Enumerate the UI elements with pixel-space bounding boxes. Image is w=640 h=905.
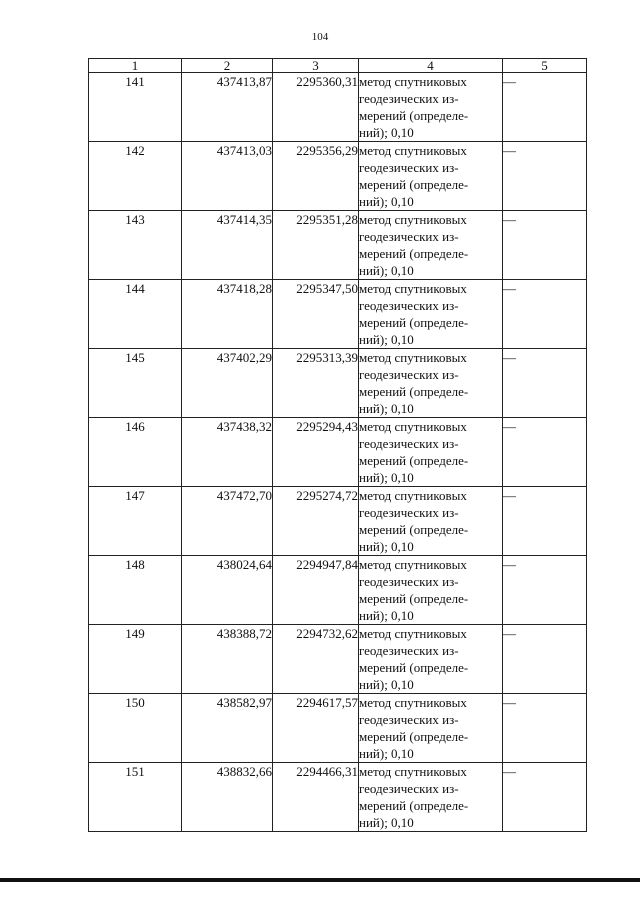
y-coordinate-cell: 2295274,72 — [273, 487, 359, 556]
table-row — [89, 694, 587, 763]
x-coordinate-cell: 437414,35 — [182, 211, 273, 280]
table-row — [89, 487, 587, 556]
table-body — [89, 73, 587, 832]
method-accuracy-cell: метод спутниковых геодезических из- мерений (определе- ний); 0,10 — [359, 280, 503, 349]
x-coordinate-cell: 437413,87 — [182, 73, 273, 142]
note-cell: — — [503, 763, 587, 832]
note-cell: — — [503, 280, 587, 349]
method-accuracy-cell: метод спутниковых геодезических из- мерений (определе- ний); 0,10 — [359, 418, 503, 487]
table-row — [89, 625, 587, 694]
point-number-cell: 151 — [89, 763, 182, 832]
y-coordinate-cell: 2294947,84 — [273, 556, 359, 625]
header-cell-4: 4 — [359, 59, 503, 73]
table-row — [89, 556, 587, 625]
y-coordinate-cell: 2295351,28 — [273, 211, 359, 280]
method-accuracy-cell: метод спутниковых геодезических из- мерений (определе- ний); 0,10 — [359, 487, 503, 556]
header-cell-5: 5 — [503, 59, 587, 73]
x-coordinate-cell: 438024,64 — [182, 556, 273, 625]
x-coordinate-cell: 438832,66 — [182, 763, 273, 832]
method-accuracy-cell: метод спутниковых геодезических из- мерений (определе- ний); 0,10 — [359, 73, 503, 142]
point-number-cell: 148 — [89, 556, 182, 625]
point-number-cell: 145 — [89, 349, 182, 418]
point-number-cell: 141 — [89, 73, 182, 142]
y-coordinate-cell: 2295294,43 — [273, 418, 359, 487]
header-cell-2: 2 — [182, 59, 273, 73]
x-coordinate-cell: 437402,29 — [182, 349, 273, 418]
note-cell: — — [503, 142, 587, 211]
y-coordinate-cell: 2295360,31 — [273, 73, 359, 142]
note-cell: — — [503, 418, 587, 487]
page-number: 104 — [311, 31, 329, 43]
method-accuracy-cell: метод спутниковых геодезических из- мерений (определе- ний); 0,10 — [359, 211, 503, 280]
note-cell: — — [503, 73, 587, 142]
note-cell: — — [503, 556, 587, 625]
x-coordinate-cell: 437438,32 — [182, 418, 273, 487]
note-cell: — — [503, 349, 587, 418]
x-coordinate-cell: 437472,70 — [182, 487, 273, 556]
x-coordinate-cell: 437418,28 — [182, 280, 273, 349]
point-number-cell: 147 — [89, 487, 182, 556]
table-row — [89, 211, 587, 280]
header-cell-3: 3 — [273, 59, 359, 73]
table-row — [89, 142, 587, 211]
table-row — [89, 349, 587, 418]
point-number-cell: 144 — [89, 280, 182, 349]
coordinates-table — [88, 58, 587, 832]
table-row — [89, 73, 587, 142]
header-row — [89, 59, 587, 73]
y-coordinate-cell: 2294466,31 — [273, 763, 359, 832]
y-coordinate-cell: 2295347,50 — [273, 280, 359, 349]
y-coordinate-cell: 2294732,62 — [273, 625, 359, 694]
table-row — [89, 418, 587, 487]
x-coordinate-cell: 438388,72 — [182, 625, 273, 694]
method-accuracy-cell: метод спутниковых геодезических из- мерений (определе- ний); 0,10 — [359, 556, 503, 625]
header-cell-1: 1 — [89, 59, 182, 73]
method-accuracy-cell: метод спутниковых геодезических из- мерений (определе- ний); 0,10 — [359, 763, 503, 832]
method-accuracy-cell: метод спутниковых геодезических из- мерений (определе- ний); 0,10 — [359, 694, 503, 763]
x-coordinate-cell: 437413,03 — [182, 142, 273, 211]
note-cell: — — [503, 625, 587, 694]
point-number-cell: 149 — [89, 625, 182, 694]
table-row — [89, 763, 587, 832]
table-header — [89, 59, 587, 73]
note-cell: — — [503, 211, 587, 280]
y-coordinate-cell: 2294617,57 — [273, 694, 359, 763]
y-coordinate-cell: 2295313,39 — [273, 349, 359, 418]
point-number-cell: 150 — [89, 694, 182, 763]
method-accuracy-cell: метод спутниковых геодезических из- мерений (определе- ний); 0,10 — [359, 142, 503, 211]
method-accuracy-cell: метод спутниковых геодезических из- мерений (определе- ний); 0,10 — [359, 349, 503, 418]
footer-rule — [0, 878, 640, 882]
point-number-cell: 146 — [89, 418, 182, 487]
table-row — [89, 280, 587, 349]
note-cell: — — [503, 694, 587, 763]
method-accuracy-cell: метод спутниковых геодезических из- мерений (определе- ний); 0,10 — [359, 625, 503, 694]
point-number-cell: 143 — [89, 211, 182, 280]
note-cell: — — [503, 487, 587, 556]
point-number-cell: 142 — [89, 142, 182, 211]
y-coordinate-cell: 2295356,29 — [273, 142, 359, 211]
x-coordinate-cell: 438582,97 — [182, 694, 273, 763]
